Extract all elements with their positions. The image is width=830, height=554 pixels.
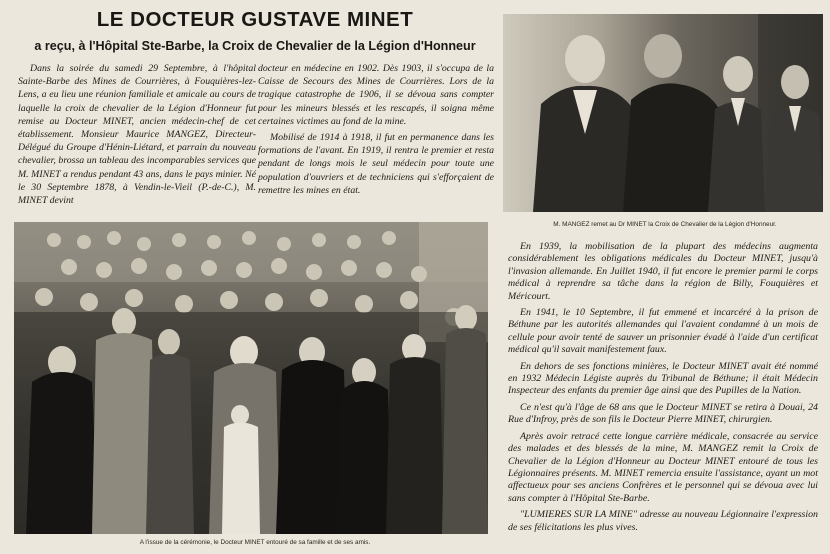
- paragraph: Mobilisé de 1914 à 1918, il fut en permanence dans les formations de l'avant. En 1919, il rentra le premier et resta pendant de longs mois le seul médecin pour toute une population d'ouvriers et de techniciens qui s'efforçaient de remettre les mines en état.: [258, 132, 494, 196]
- paragraph: En 1939, la mobilisation de la plupart des médecins augmenta considérablement les obligations médicales du Docteur MINET, jusqu'à l'invasion allemande. En Juillet 1940, il fut encore le premier parmi le corps médical à reprendre sa tâche dans la région de Billy, Fouquières et Méricourt.: [508, 241, 818, 302]
- ceremony-photo-caption: M. MANGEZ remet au Dr MINET la Croix de Chevalier de la Légion d'Honneur.: [553, 221, 777, 228]
- paragraph: Après avoir retracé cette longue carrière médicale, consacrée au service des malades et des blessés de la mine, M. MANGEZ remit la Croix de Chevalier de la Légion d'Honneur au Docteur MINET entouré de tous les Légionnaires présents. M. MINET remercia ensuite l'assistance, ayant un mot affectueux pour ses anciens Confrères et le personnel qui se dévoua avec lui sans compter à l'Hôpital Ste-Barbe.: [508, 430, 818, 504]
- paragraph: En 1941, le 10 Septembre, il fut emmené et incarcéré à la prison de Béthune par les autorités allemandes qui l'avaient condamné à un mois de cellule pour avoir tenté de sauver un prisonnier évadé à l'aide d'un certificat médical qu'il savait manifestement faux.: [508, 307, 818, 356]
- ceremony-photo-illustration: [503, 14, 823, 212]
- ceremony-photo: [503, 14, 823, 212]
- group-photo: [14, 222, 488, 534]
- group-photo-caption: A l'issue de la cérémonie, le Docteur MINET entouré de sa famille et de ses amis.: [139, 539, 371, 546]
- article-title: LE DOCTEUR GUSTAVE MINET: [96, 8, 414, 31]
- paragraph: En dehors de ses fonctions minières, le Docteur MINET avait été nommé en 1932 Médecin Légiste auprès du Tribunal de Béthune; il était Médecin Inspecteur des enfants du premier âge ainsi que des Pupilles de la Nation.: [508, 360, 818, 397]
- paragraph: docteur en médecine en 1902. Dès 1903, il s'occupa de la Caisse de Secours des Mines de Courrières. Lors de la tragique catastrophe de 1906, il se dévoua sans compter pour les mineurs blessés et les rescapés, il soigna même certaines victimes au fond de la mine.: [258, 63, 494, 127]
- group-photo-illustration: [14, 222, 488, 534]
- article-subtitle: a reçu, à l'Hôpital Ste-Barbe, la Croix de Chevalier de la Légion d'Honneur: [34, 39, 476, 53]
- paragraph: "LUMIERES SUR LA MINE" adresse au nouveau Légionnaire l'expression de ses félicitations les plus vives.: [508, 509, 818, 533]
- paragraph: Ce n'est qu'à l'âge de 68 ans que le Docteur MINET se retira à Douai, 24 Rue d'Infroy, près de son fils le Docteur Pierre MINET, chirurgien.: [508, 401, 818, 426]
- text-column-3: [508, 241, 818, 538]
- paragraph: Dans la soirée du samedi 29 Septembre, à l'hôpital Sainte-Barbe des Mines de Courrières, à Fouquières-lez-Lens, a eu lieu une réunion familiale et amicale au cours de laquelle la croix de chevalier de la Légion d'Honneur fut remise au Docteur MINET, ancien médecin-chef de cet établissement. Monsieur Maurice MANGEZ, Directeur-Délégué du Groupe d'Hénin-Liétard, et parrain du nouveau chevalier, brossa un tableau des incomparables services que M. MINET a rendus pendant 43 ans, dans le pays minier. Né le 30 Septembre 1878, à Vendin-le-Vieil (P.-de-C.), M. MINET devint: [18, 63, 256, 207]
- text-column-2: [258, 62, 494, 200]
- text-column-1: [18, 62, 256, 210]
